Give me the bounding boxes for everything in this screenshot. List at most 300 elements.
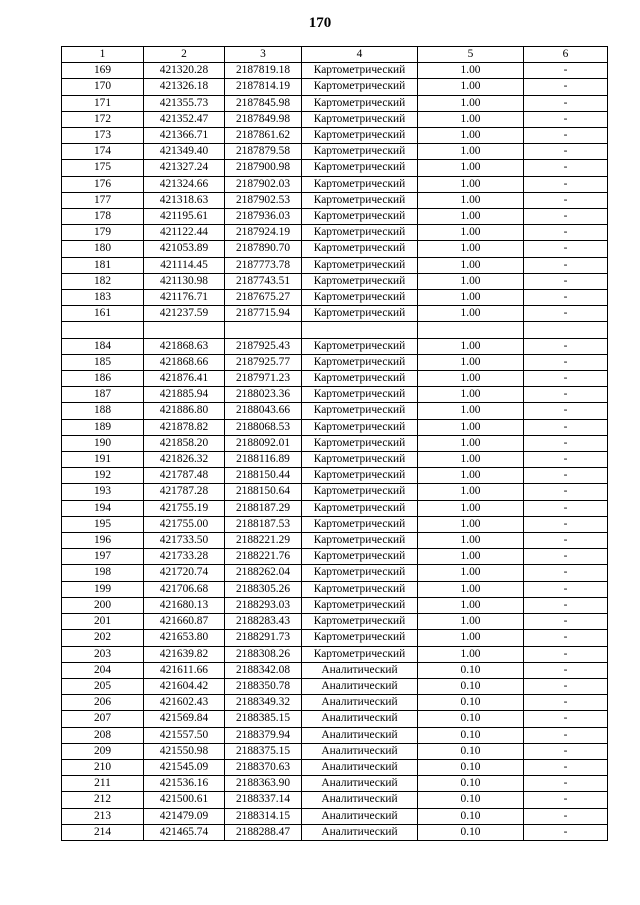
table-row: [62, 516, 608, 532]
table-row: [62, 565, 608, 581]
table-row: [62, 597, 608, 613]
point-number-cell: 188: [62, 403, 144, 419]
column-header-4: 4: [302, 47, 418, 63]
accuracy-cell: 1.00: [418, 225, 524, 241]
table-header-row: [62, 47, 608, 63]
x-coordinate-cell: 421318.63: [144, 192, 225, 208]
x-coordinate-cell: 421122.44: [144, 225, 225, 241]
x-coordinate-cell: 421868.63: [144, 338, 225, 354]
table-row: [62, 500, 608, 516]
accuracy-cell: 0.10: [418, 759, 524, 775]
point-number-cell: 185: [62, 354, 144, 370]
note-cell: -: [524, 387, 608, 403]
note-cell: -: [524, 111, 608, 127]
table-row: [62, 111, 608, 127]
x-coordinate-cell: 421653.80: [144, 630, 225, 646]
note-cell: -: [524, 711, 608, 727]
x-coordinate-cell: 421320.28: [144, 63, 225, 79]
x-coordinate-cell: 421602.43: [144, 695, 225, 711]
page-number: 170: [308, 15, 332, 31]
note-cell: -: [524, 581, 608, 597]
method-cell: Картометрический: [302, 371, 418, 387]
column-header-6: 6: [524, 47, 608, 63]
table-row: [62, 808, 608, 824]
table-row: [62, 354, 608, 370]
note-cell: -: [524, 678, 608, 694]
x-coordinate-cell: 421660.87: [144, 614, 225, 630]
method-cell: Картометрический: [302, 614, 418, 630]
y-coordinate-cell: 2188342.08: [225, 662, 302, 678]
note-cell: -: [524, 290, 608, 306]
note-cell: -: [524, 95, 608, 111]
point-number-cell: 182: [62, 273, 144, 289]
point-number-cell: [62, 322, 144, 338]
method-cell: Картометрический: [302, 354, 418, 370]
x-coordinate-cell: 421500.61: [144, 792, 225, 808]
y-coordinate-cell: [225, 322, 302, 338]
x-coordinate-cell: 421876.41: [144, 371, 225, 387]
note-cell: -: [524, 808, 608, 824]
y-coordinate-cell: 2187925.43: [225, 338, 302, 354]
y-coordinate-cell: 2187971.23: [225, 371, 302, 387]
x-coordinate-cell: 421536.16: [144, 776, 225, 792]
point-number-cell: 184: [62, 338, 144, 354]
y-coordinate-cell: 2188150.44: [225, 468, 302, 484]
y-coordinate-cell: 2188314.15: [225, 808, 302, 824]
table-row: [62, 646, 608, 662]
table-row: [62, 419, 608, 435]
note-cell: -: [524, 516, 608, 532]
column-header-5: 5: [418, 47, 524, 63]
x-coordinate-cell: 421733.50: [144, 533, 225, 549]
accuracy-cell: 1.00: [418, 290, 524, 306]
note-cell: -: [524, 338, 608, 354]
x-coordinate-cell: 421465.74: [144, 824, 225, 840]
x-coordinate-cell: 421355.73: [144, 95, 225, 111]
point-number-cell: 211: [62, 776, 144, 792]
accuracy-cell: 1.00: [418, 403, 524, 419]
note-cell: -: [524, 565, 608, 581]
note-cell: -: [524, 63, 608, 79]
point-number-cell: 173: [62, 128, 144, 144]
accuracy-cell: 1.00: [418, 209, 524, 225]
point-number-cell: 161: [62, 306, 144, 322]
table-row: [62, 387, 608, 403]
point-number-cell: 172: [62, 111, 144, 127]
accuracy-cell: 1.00: [418, 581, 524, 597]
accuracy-cell: 1.00: [418, 128, 524, 144]
accuracy-cell: 1.00: [418, 435, 524, 451]
method-cell: Картометрический: [302, 241, 418, 257]
x-coordinate-cell: 421639.82: [144, 646, 225, 662]
accuracy-cell: 1.00: [418, 111, 524, 127]
note-cell: -: [524, 792, 608, 808]
accuracy-cell: 1.00: [418, 419, 524, 435]
table-row: [62, 484, 608, 500]
accuracy-cell: 1.00: [418, 273, 524, 289]
x-coordinate-cell: 421878.82: [144, 419, 225, 435]
point-number-cell: 170: [62, 79, 144, 95]
method-cell: Картометрический: [302, 484, 418, 500]
method-cell: Аналитический: [302, 776, 418, 792]
note-cell: [524, 322, 608, 338]
x-coordinate-cell: 421680.13: [144, 597, 225, 613]
point-number-cell: 178: [62, 209, 144, 225]
method-cell: Аналитический: [302, 662, 418, 678]
note-cell: -: [524, 662, 608, 678]
method-cell: Картометрический: [302, 549, 418, 565]
point-number-cell: 194: [62, 500, 144, 516]
table-row: [62, 695, 608, 711]
note-cell: -: [524, 695, 608, 711]
note-cell: -: [524, 597, 608, 613]
y-coordinate-cell: 2188363.90: [225, 776, 302, 792]
method-cell: Картометрический: [302, 403, 418, 419]
y-coordinate-cell: 2188337.14: [225, 792, 302, 808]
method-cell: Картометрический: [302, 160, 418, 176]
x-coordinate-cell: 421706.68: [144, 581, 225, 597]
method-cell: Картометрический: [302, 516, 418, 532]
table-row: [62, 743, 608, 759]
note-cell: -: [524, 533, 608, 549]
table-row: [62, 209, 608, 225]
note-cell: -: [524, 79, 608, 95]
accuracy-cell: 1.00: [418, 484, 524, 500]
x-coordinate-cell: 421868.66: [144, 354, 225, 370]
accuracy-cell: 1.00: [418, 646, 524, 662]
point-number-cell: 199: [62, 581, 144, 597]
y-coordinate-cell: 2187890.70: [225, 241, 302, 257]
y-coordinate-cell: 2187902.03: [225, 176, 302, 192]
point-number-cell: 214: [62, 824, 144, 840]
table-row: [62, 614, 608, 630]
method-cell: Аналитический: [302, 743, 418, 759]
accuracy-cell: 0.10: [418, 824, 524, 840]
method-cell: [302, 322, 418, 338]
method-cell: Картометрический: [302, 128, 418, 144]
x-coordinate-cell: 421479.09: [144, 808, 225, 824]
y-coordinate-cell: 2188293.03: [225, 597, 302, 613]
x-coordinate-cell: 421826.32: [144, 452, 225, 468]
column-header-3: 3: [225, 47, 302, 63]
accuracy-cell: 0.10: [418, 711, 524, 727]
accuracy-cell: 0.10: [418, 678, 524, 694]
y-coordinate-cell: 2187924.19: [225, 225, 302, 241]
y-coordinate-cell: 2188221.29: [225, 533, 302, 549]
method-cell: Картометрический: [302, 290, 418, 306]
accuracy-cell: 1.00: [418, 597, 524, 613]
point-number-cell: 192: [62, 468, 144, 484]
y-coordinate-cell: 2188150.64: [225, 484, 302, 500]
note-cell: -: [524, 241, 608, 257]
point-number-cell: 186: [62, 371, 144, 387]
accuracy-cell: 1.00: [418, 371, 524, 387]
x-coordinate-cell: 421130.98: [144, 273, 225, 289]
method-cell: Картометрический: [302, 646, 418, 662]
y-coordinate-cell: 2187902.53: [225, 192, 302, 208]
y-coordinate-cell: 2188288.47: [225, 824, 302, 840]
note-cell: -: [524, 273, 608, 289]
x-coordinate-cell: 421195.61: [144, 209, 225, 225]
x-coordinate-cell: 421053.89: [144, 241, 225, 257]
point-number-cell: 179: [62, 225, 144, 241]
method-cell: Аналитический: [302, 792, 418, 808]
method-cell: Картометрический: [302, 565, 418, 581]
y-coordinate-cell: 2188043.66: [225, 403, 302, 419]
y-coordinate-cell: 2187675.27: [225, 290, 302, 306]
point-number-cell: 181: [62, 257, 144, 273]
note-cell: -: [524, 128, 608, 144]
table-row: [62, 759, 608, 775]
table-row: [62, 662, 608, 678]
point-number-cell: 175: [62, 160, 144, 176]
table-row: [62, 549, 608, 565]
point-number-cell: 174: [62, 144, 144, 160]
note-cell: -: [524, 144, 608, 160]
accuracy-cell: 1.00: [418, 144, 524, 160]
accuracy-cell: 0.10: [418, 792, 524, 808]
y-coordinate-cell: 2187849.98: [225, 111, 302, 127]
accuracy-cell: 0.10: [418, 743, 524, 759]
point-number-cell: 212: [62, 792, 144, 808]
accuracy-cell: 1.00: [418, 565, 524, 581]
method-cell: Аналитический: [302, 678, 418, 694]
note-cell: -: [524, 160, 608, 176]
table-row: [62, 160, 608, 176]
table-row: [62, 225, 608, 241]
point-number-cell: 176: [62, 176, 144, 192]
note-cell: -: [524, 419, 608, 435]
note-cell: -: [524, 452, 608, 468]
accuracy-cell: 1.00: [418, 500, 524, 516]
note-cell: -: [524, 727, 608, 743]
point-number-cell: 169: [62, 63, 144, 79]
y-coordinate-cell: 2187715.94: [225, 306, 302, 322]
accuracy-cell: 1.00: [418, 452, 524, 468]
method-cell: Аналитический: [302, 808, 418, 824]
accuracy-cell: 0.10: [418, 727, 524, 743]
point-number-cell: 180: [62, 241, 144, 257]
table-row: [62, 192, 608, 208]
method-cell: Картометрический: [302, 273, 418, 289]
point-number-cell: 207: [62, 711, 144, 727]
method-cell: Картометрический: [302, 581, 418, 597]
y-coordinate-cell: 2188023.36: [225, 387, 302, 403]
table-row: [62, 581, 608, 597]
x-coordinate-cell: 421885.94: [144, 387, 225, 403]
point-number-cell: 198: [62, 565, 144, 581]
y-coordinate-cell: 2188221.76: [225, 549, 302, 565]
y-coordinate-cell: 2188116.89: [225, 452, 302, 468]
note-cell: -: [524, 257, 608, 273]
method-cell: Картометрический: [302, 63, 418, 79]
note-cell: -: [524, 209, 608, 225]
method-cell: Картометрический: [302, 192, 418, 208]
accuracy-cell: 0.10: [418, 776, 524, 792]
note-cell: -: [524, 743, 608, 759]
accuracy-cell: 1.00: [418, 614, 524, 630]
y-coordinate-cell: 2188068.53: [225, 419, 302, 435]
x-coordinate-cell: 421550.98: [144, 743, 225, 759]
table-row: [62, 257, 608, 273]
note-cell: -: [524, 354, 608, 370]
method-cell: Картометрический: [302, 419, 418, 435]
table-row: [62, 711, 608, 727]
point-number-cell: 189: [62, 419, 144, 435]
accuracy-cell: 1.00: [418, 387, 524, 403]
point-number-cell: 200: [62, 597, 144, 613]
x-coordinate-cell: 421557.50: [144, 727, 225, 743]
method-cell: Аналитический: [302, 695, 418, 711]
note-cell: -: [524, 306, 608, 322]
y-coordinate-cell: 2187814.19: [225, 79, 302, 95]
y-coordinate-cell: 2188349.32: [225, 695, 302, 711]
x-coordinate-cell: 421327.24: [144, 160, 225, 176]
table-row: [62, 128, 608, 144]
note-cell: -: [524, 500, 608, 516]
method-cell: Картометрический: [302, 176, 418, 192]
table-row: [62, 533, 608, 549]
point-number-cell: 206: [62, 695, 144, 711]
table-row: [62, 241, 608, 257]
x-coordinate-cell: 421545.09: [144, 759, 225, 775]
accuracy-cell: 1.00: [418, 63, 524, 79]
method-cell: Картометрический: [302, 95, 418, 111]
table-row: [62, 306, 608, 322]
table-row: [62, 678, 608, 694]
point-number-cell: 196: [62, 533, 144, 549]
note-cell: -: [524, 192, 608, 208]
point-number-cell: 209: [62, 743, 144, 759]
method-cell: Картометрический: [302, 111, 418, 127]
x-coordinate-cell: 421324.66: [144, 176, 225, 192]
method-cell: Аналитический: [302, 759, 418, 775]
accuracy-cell: 1.00: [418, 160, 524, 176]
y-coordinate-cell: 2187900.98: [225, 160, 302, 176]
x-coordinate-cell: [144, 322, 225, 338]
method-cell: Картометрический: [302, 338, 418, 354]
x-coordinate-cell: 421611.66: [144, 662, 225, 678]
method-cell: Картометрический: [302, 468, 418, 484]
table-row: [62, 468, 608, 484]
point-number-cell: 190: [62, 435, 144, 451]
x-coordinate-cell: 421858.20: [144, 435, 225, 451]
y-coordinate-cell: 2188187.53: [225, 516, 302, 532]
x-coordinate-cell: 421352.47: [144, 111, 225, 127]
point-number-cell: 171: [62, 95, 144, 111]
note-cell: -: [524, 759, 608, 775]
y-coordinate-cell: 2188187.29: [225, 500, 302, 516]
accuracy-cell: 1.00: [418, 533, 524, 549]
table-row: [62, 63, 608, 79]
accuracy-cell: 0.10: [418, 662, 524, 678]
table-row: [62, 273, 608, 289]
point-number-cell: 177: [62, 192, 144, 208]
note-cell: -: [524, 371, 608, 387]
accuracy-cell: 1.00: [418, 630, 524, 646]
accuracy-cell: 1.00: [418, 95, 524, 111]
x-coordinate-cell: 421176.71: [144, 290, 225, 306]
accuracy-cell: 1.00: [418, 79, 524, 95]
method-cell: Аналитический: [302, 824, 418, 840]
separator-row: [62, 322, 608, 338]
note-cell: -: [524, 468, 608, 484]
column-header-1: 1: [62, 47, 144, 63]
point-number-cell: 187: [62, 387, 144, 403]
point-number-cell: 202: [62, 630, 144, 646]
method-cell: Картометрический: [302, 257, 418, 273]
y-coordinate-cell: 2188291.73: [225, 630, 302, 646]
column-header-2: 2: [144, 47, 225, 63]
note-cell: -: [524, 176, 608, 192]
x-coordinate-cell: 421349.40: [144, 144, 225, 160]
note-cell: -: [524, 549, 608, 565]
method-cell: Картометрический: [302, 306, 418, 322]
method-cell: Картометрический: [302, 597, 418, 613]
note-cell: -: [524, 824, 608, 840]
accuracy-cell: [418, 322, 524, 338]
method-cell: Картометрический: [302, 452, 418, 468]
accuracy-cell: 1.00: [418, 354, 524, 370]
method-cell: Картометрический: [302, 79, 418, 95]
note-cell: -: [524, 225, 608, 241]
method-cell: Картометрический: [302, 209, 418, 225]
method-cell: Картометрический: [302, 500, 418, 516]
accuracy-cell: 1.00: [418, 306, 524, 322]
table-row: [62, 290, 608, 306]
accuracy-cell: 1.00: [418, 192, 524, 208]
x-coordinate-cell: 421720.74: [144, 565, 225, 581]
method-cell: Картометрический: [302, 144, 418, 160]
y-coordinate-cell: 2187845.98: [225, 95, 302, 111]
method-cell: Картометрический: [302, 225, 418, 241]
y-coordinate-cell: 2187936.03: [225, 209, 302, 225]
table-row: [62, 435, 608, 451]
x-coordinate-cell: 421755.19: [144, 500, 225, 516]
x-coordinate-cell: 421886.80: [144, 403, 225, 419]
point-number-cell: 191: [62, 452, 144, 468]
point-number-cell: 183: [62, 290, 144, 306]
note-cell: -: [524, 614, 608, 630]
note-cell: -: [524, 435, 608, 451]
y-coordinate-cell: 2188262.04: [225, 565, 302, 581]
y-coordinate-cell: 2188385.15: [225, 711, 302, 727]
point-number-cell: 204: [62, 662, 144, 678]
x-coordinate-cell: 421114.45: [144, 257, 225, 273]
point-number-cell: 201: [62, 614, 144, 630]
y-coordinate-cell: 2187925.77: [225, 354, 302, 370]
point-number-cell: 210: [62, 759, 144, 775]
accuracy-cell: 0.10: [418, 808, 524, 824]
accuracy-cell: 1.00: [418, 516, 524, 532]
y-coordinate-cell: 2188379.94: [225, 727, 302, 743]
method-cell: Картометрический: [302, 533, 418, 549]
method-cell: Картометрический: [302, 435, 418, 451]
table-row: [62, 79, 608, 95]
note-cell: -: [524, 403, 608, 419]
accuracy-cell: 1.00: [418, 257, 524, 273]
accuracy-cell: 1.00: [418, 338, 524, 354]
coordinates-table: [61, 46, 608, 841]
accuracy-cell: 1.00: [418, 241, 524, 257]
y-coordinate-cell: 2188305.26: [225, 581, 302, 597]
note-cell: -: [524, 484, 608, 500]
point-number-cell: 213: [62, 808, 144, 824]
y-coordinate-cell: 2188375.15: [225, 743, 302, 759]
x-coordinate-cell: 421733.28: [144, 549, 225, 565]
note-cell: -: [524, 646, 608, 662]
note-cell: -: [524, 776, 608, 792]
